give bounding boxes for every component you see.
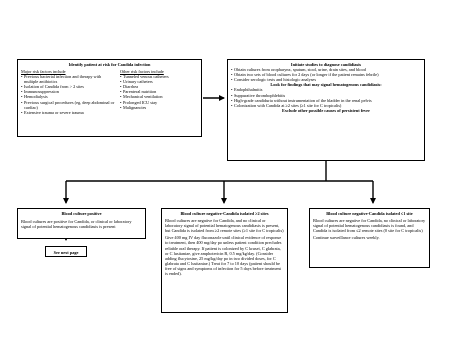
list-item: • Previous bacterial infection and therapy with multiple antibiotics — [21, 74, 115, 84]
neg-isolated-2-sites-box — [161, 208, 288, 313]
neg-isolated-title: Blood culture negative-Candida isolated ≥2 sites — [180, 211, 269, 216]
list-item: • Prolonged ICU stay — [120, 100, 200, 105]
list-item: • Obtain two sets of blood cultures for 2 days (or longer if the patient remains febrile) — [231, 72, 421, 77]
major-risk-header: Major risk factors include — [21, 69, 66, 74]
neg-single-site-box — [309, 208, 430, 268]
identify-patient-box — [17, 59, 202, 137]
neg-single-p1: Blood cultures are negative for Candida, no clinical or laboratory signal of potential hematogenous candidiasis is found, and Candida is isolated from ≤2 remote sites (0 site for C tropicalis) — [313, 218, 426, 234]
positive-body: Blood cultures are positive for Candida, or clinical or laboratory signal of potential hematogenous candidiasis is present — [21, 219, 132, 230]
list-item: • High-grade candiduria without instrumentation of the bladder in the renal pelvis — [231, 98, 421, 103]
other-risk-header: Other risk factors include — [120, 69, 164, 74]
list-item: • Isolation of Candida from > 2 sites — [21, 84, 115, 89]
list-item: • Endophthalmitis — [231, 87, 421, 92]
list-item: • Immunosuppression — [21, 89, 115, 94]
list-item: • Malignancies — [120, 105, 200, 110]
look-for-findings-header: Look for findings that may signal hematogenous candidiasis: — [270, 82, 382, 88]
blood-culture-positive-box — [17, 208, 146, 239]
list-item: • Previous surgical procedures (eg, deep abdominal or cardiac) — [21, 100, 115, 110]
initiate-list-b — [231, 87, 421, 107]
neg-isolated-p1: Blood cultures are negative for Candida, and no clinical or laboratory signal of potential hematogenous candidiasis is present, but Candida is isolated from ≥2 remote sites (≥1 site for C tropicalis) — [165, 218, 284, 234]
exclude-causes-text: Exclude other possible causes of persistent fever — [282, 107, 370, 113]
list-item: • Parenteral nutrition — [120, 89, 200, 94]
list-item: • Hemodialysis — [21, 94, 115, 99]
other-risk-column — [120, 69, 200, 110]
initiate-title: Initiate studies to diagnose candidiasis — [290, 62, 362, 67]
other-risk-list — [120, 74, 200, 110]
major-risk-list — [21, 74, 115, 115]
list-item: • Consider serologic tests and histologic analyses — [231, 77, 421, 82]
see-next-page-label: See next page — [53, 250, 79, 255]
list-item: • Suppurative thrombophlebitis — [231, 93, 421, 98]
initiate-list-a — [231, 67, 421, 82]
list-item: • Diarrhea — [120, 84, 200, 89]
list-item: • Extensive trauma or severe trauma — [21, 110, 115, 115]
list-item: • Mechanical ventilation — [120, 94, 200, 99]
initiate-studies-box — [227, 59, 425, 161]
neg-single-title: Blood culture negative-Candida isolated ≤1 site — [326, 211, 413, 216]
positive-title: Blood culture positive — [61, 211, 102, 216]
list-item: • Urinary catheters — [120, 79, 200, 84]
identify-title: Identify patient at risk for Candida infection — [68, 62, 151, 67]
neg-single-p2: Continue surveillance cultures weekly. — [313, 235, 380, 241]
list-item: • Obtain cultures from oropharynx, sputum, stool, urine, drain sites, and blood — [231, 67, 421, 72]
list-item: • Colonization with Candida at ≥2 sites (≥1 site for C tropicalis) — [231, 103, 421, 108]
list-item: • Tunneled venous catheters — [120, 74, 200, 79]
see-next-page-box[interactable] — [45, 246, 87, 257]
major-risk-column — [21, 69, 115, 115]
neg-isolated-p2: Give 400 mg IV day fluconazole until clinical evidence of response to treatment, then 400 mg/day po unless patient condition precludes reliable oral therapy. If patient is colonized by C krusei, C glabrata, or C lusitaniae, give amphotericin B, 0.5 mg/kg/day. (Consider adding flucytosine, 25 mg/kg/day po in two divided doses, for C glabrata and C lusitaniae.) Treat for 7 to 10 days (patient should be free of signs and symptoms of infection for 5 days before treatment is ended). — [165, 235, 282, 277]
